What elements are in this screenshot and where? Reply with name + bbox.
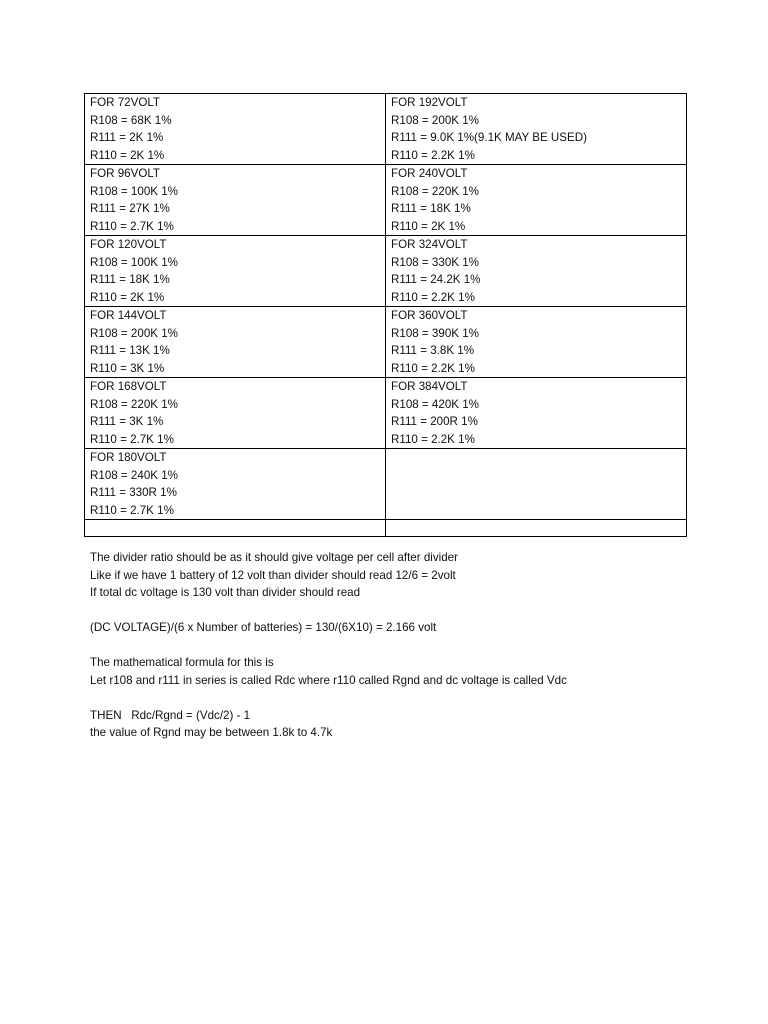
table-row	[85, 236, 687, 307]
voltage-heading: FOR 180VOLT	[90, 451, 167, 464]
empty-table-cell	[386, 449, 687, 520]
table-cell	[85, 165, 386, 236]
table-cell	[85, 378, 386, 449]
formula-line: THEN Rdc/Rgnd = (Vdc/2) - 1	[90, 708, 251, 722]
table-cell	[386, 378, 687, 449]
empty-table-cell	[85, 520, 386, 537]
r111-value: R111 = 3.8K 1%	[391, 344, 475, 357]
note-line: If total dc voltage is 130 volt than divider should read	[90, 586, 361, 599]
r110-value: R110 = 3K 1%	[90, 361, 165, 375]
table-cell	[85, 236, 386, 307]
r108-value: R108 = 68K 1%	[90, 113, 172, 127]
r111-value: R111 = 27K 1%	[90, 202, 170, 215]
table-cell	[85, 94, 386, 165]
r110-value: R110 = 2.2K 1%	[391, 290, 475, 304]
r111-value: R111 = 3K 1%	[90, 415, 164, 428]
table-cell	[386, 307, 687, 378]
voltage-heading: FOR 120VOLT	[90, 238, 167, 251]
table-cell	[386, 94, 687, 165]
r108-value: R108 = 420K 1%	[391, 397, 479, 411]
voltage-heading: FOR 324VOLT	[391, 238, 468, 251]
voltage-heading: FOR 240VOLT	[391, 167, 468, 180]
voltage-heading: FOR 144VOLT	[90, 309, 167, 322]
r110-value: R110 = 2.2K 1%	[391, 361, 475, 375]
explanation-notes	[90, 549, 690, 742]
voltage-heading: FOR 360VOLT	[391, 309, 468, 322]
r111-value: R111 = 330R 1%	[90, 486, 177, 499]
paragraph-gap	[90, 602, 690, 620]
r111-value: R111 = 2K 1%	[90, 131, 164, 144]
r110-value: R110 = 2.7K 1%	[90, 432, 174, 446]
r108-value: R108 = 100K 1%	[90, 184, 178, 198]
resistor-values-table	[84, 93, 687, 537]
r110-value: R110 = 2K 1%	[90, 290, 165, 304]
table-cell	[386, 236, 687, 307]
r111-value: R111 = 24.2K 1%	[391, 273, 481, 286]
table-cell	[85, 307, 386, 378]
voltage-heading: FOR 384VOLT	[391, 380, 468, 393]
table-row	[85, 165, 687, 236]
r111-value: R111 = 9.0K 1%(9.1K MAY BE USED)	[391, 131, 587, 144]
note-line: Like if we have 1 battery of 12 volt than divider should read 12/6 = 2volt	[90, 568, 456, 582]
r110-value: R110 = 2.7K 1%	[90, 503, 174, 517]
r111-value: R111 = 18K 1%	[391, 202, 471, 215]
r110-value: R110 = 2.2K 1%	[391, 432, 475, 446]
table-row	[85, 94, 687, 165]
r108-value: R108 = 330K 1%	[391, 255, 479, 269]
r108-value: R108 = 100K 1%	[90, 255, 178, 269]
note-line: Let r108 and r111 in series is called Rdc where r110 called Rgnd and dc voltage is called Vdc	[90, 673, 567, 687]
r111-value: R111 = 200R 1%	[391, 415, 478, 428]
r108-value: R108 = 200K 1%	[90, 326, 178, 340]
table-row	[85, 520, 687, 537]
note-line: The mathematical formula for this is	[90, 656, 274, 669]
r110-value: R110 = 2.2K 1%	[391, 148, 475, 162]
r110-value: R110 = 2.7K 1%	[90, 219, 174, 233]
paragraph-gap	[90, 637, 690, 655]
r111-value: R111 = 13K 1%	[90, 344, 170, 357]
table-row	[85, 378, 687, 449]
r108-value: R108 = 200K 1%	[391, 113, 479, 127]
r110-value: R110 = 2K 1%	[391, 219, 466, 233]
r111-value: R111 = 18K 1%	[90, 273, 170, 286]
paragraph-gap	[90, 689, 690, 707]
empty-table-cell	[386, 520, 687, 537]
r108-value: R108 = 220K 1%	[90, 397, 178, 411]
table-row	[85, 449, 687, 520]
note-line: The divider ratio should be as it should give voltage per cell after divider	[90, 551, 458, 564]
note-line: the value of Rgnd may be between 1.8k to 4.7k	[90, 726, 333, 739]
table-cell	[386, 165, 687, 236]
voltage-heading: FOR 72VOLT	[90, 96, 161, 109]
table-row	[85, 307, 687, 378]
table-cell	[85, 449, 386, 520]
r108-value: R108 = 240K 1%	[90, 468, 178, 482]
r108-value: R108 = 220K 1%	[391, 184, 479, 198]
voltage-heading: FOR 168VOLT	[90, 380, 167, 393]
formula-line: (DC VOLTAGE)/(6 x Number of batteries) = 130/(6X10) = 2.166 volt	[90, 621, 437, 634]
voltage-heading: FOR 192VOLT	[391, 96, 468, 109]
voltage-heading: FOR 96VOLT	[90, 167, 161, 180]
r110-value: R110 = 2K 1%	[90, 148, 165, 162]
r108-value: R108 = 390K 1%	[391, 326, 479, 340]
